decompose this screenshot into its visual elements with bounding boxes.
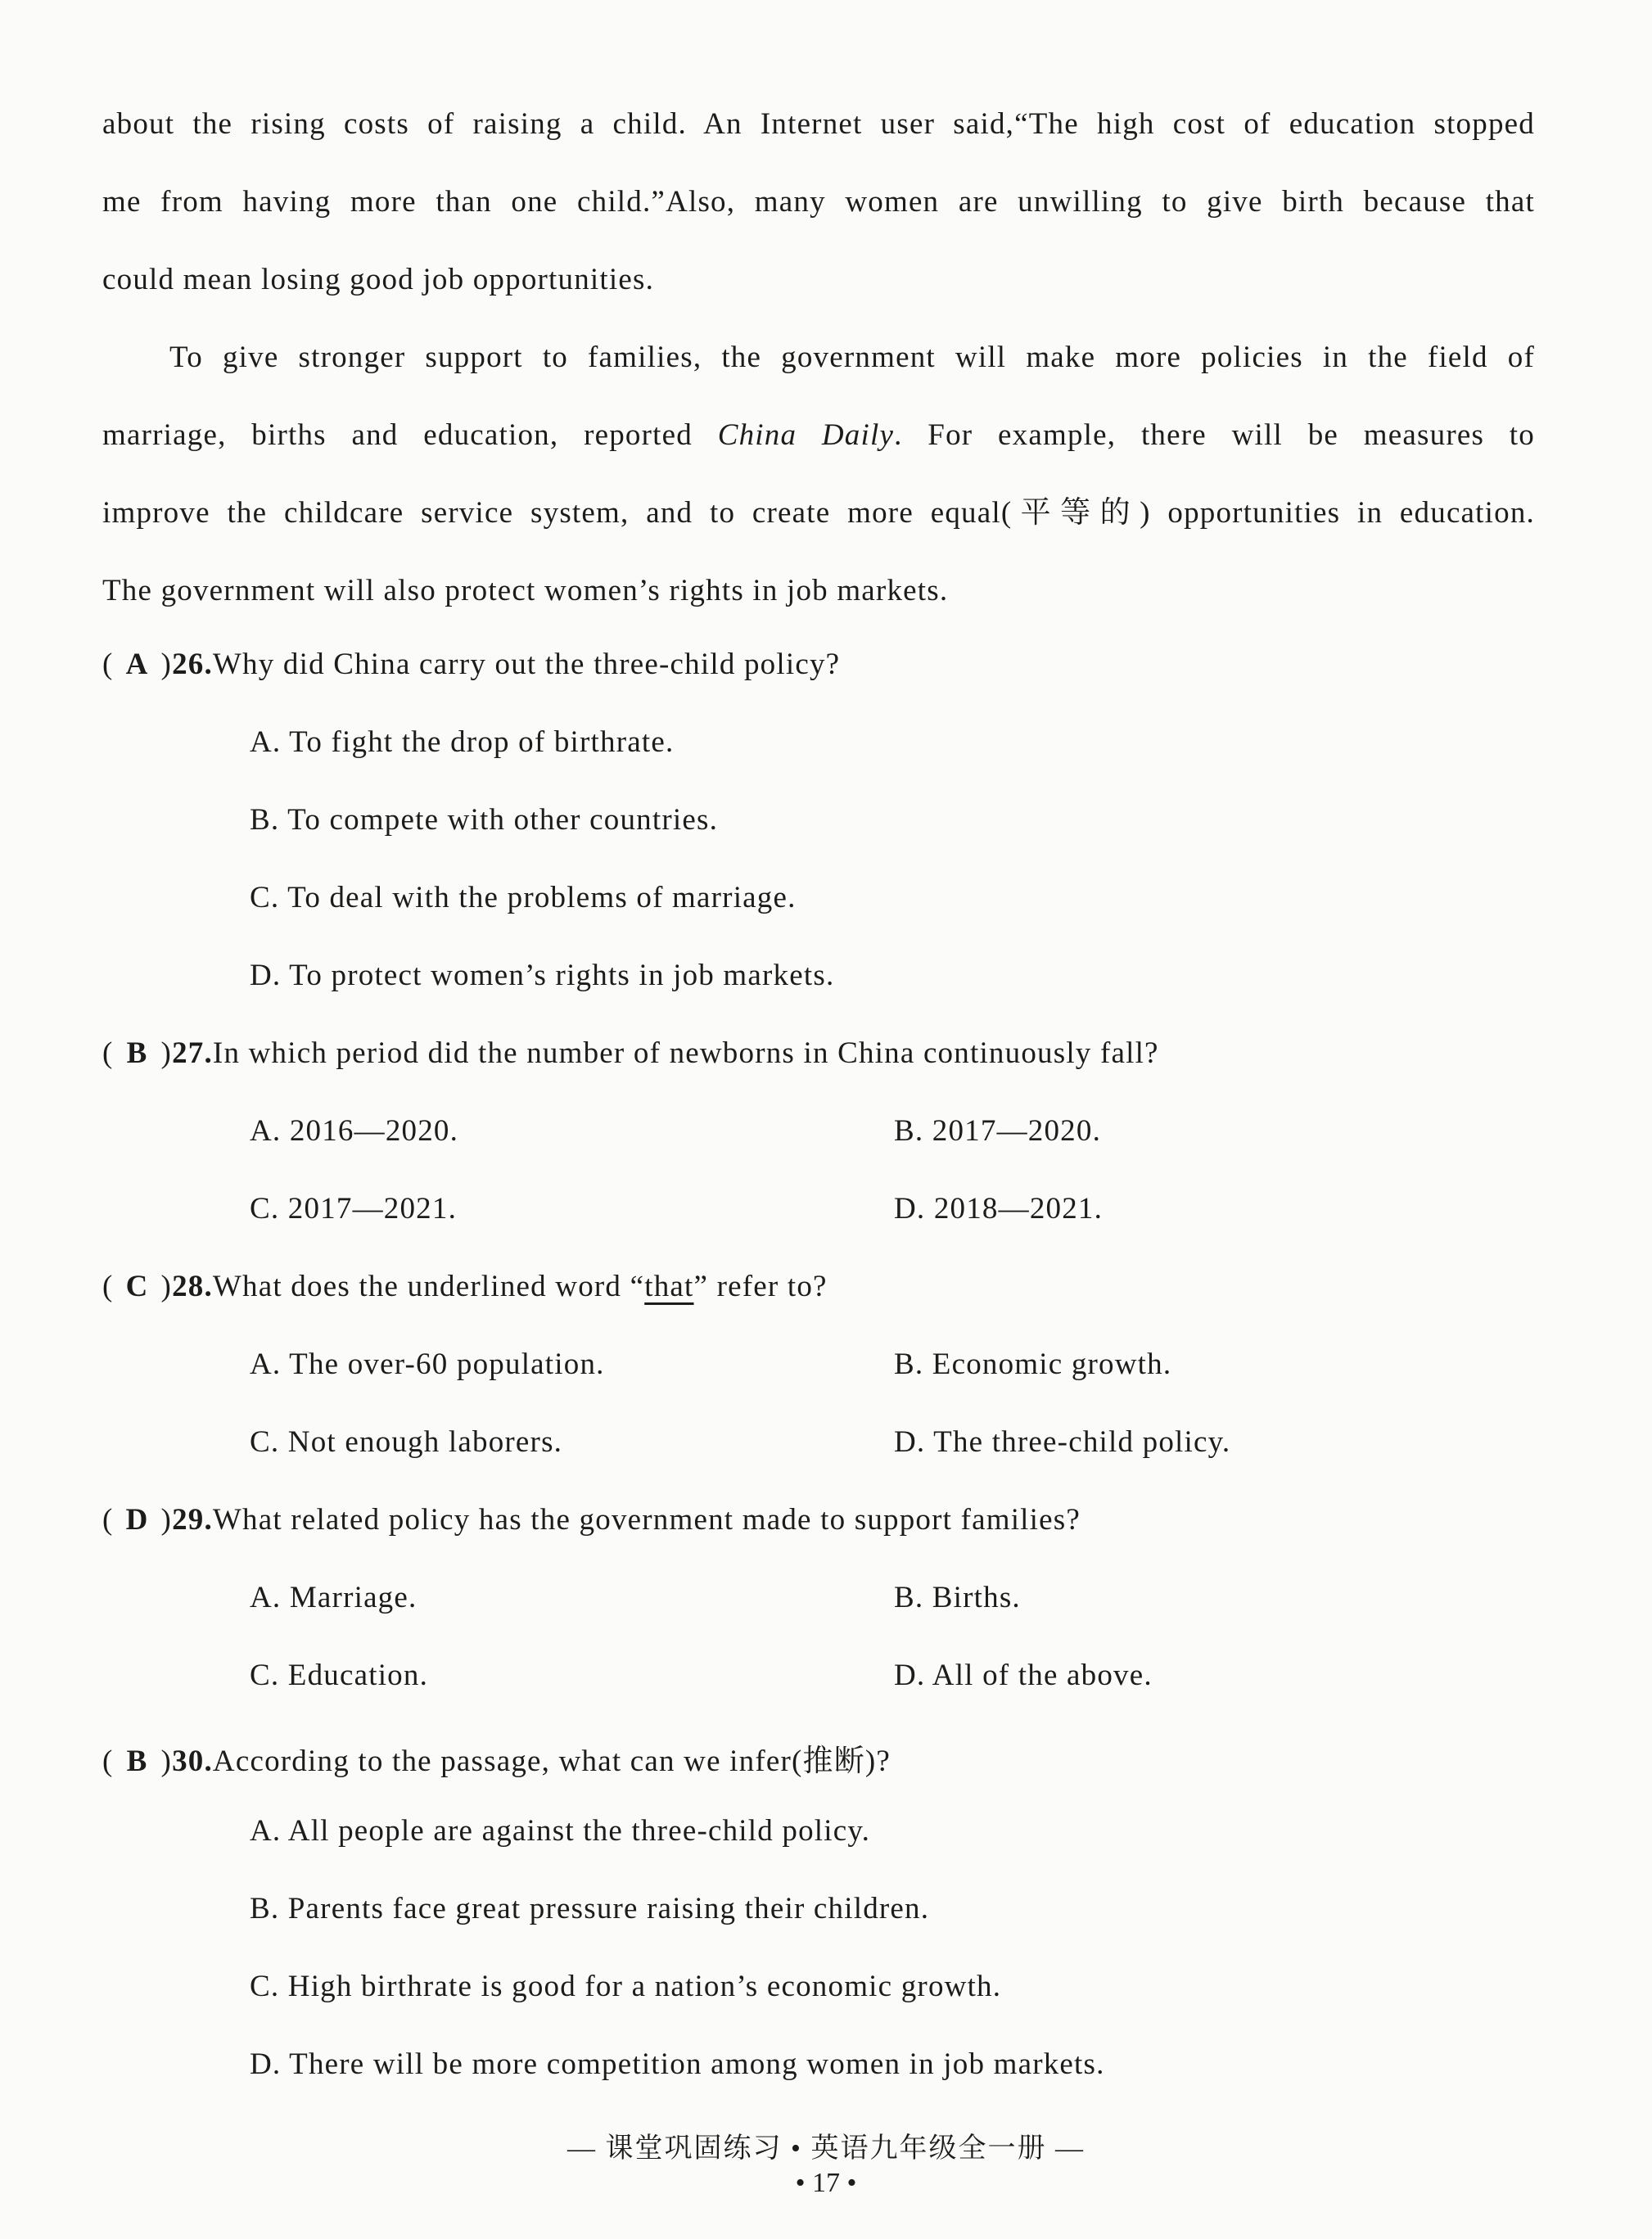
answer-letter: B	[126, 1036, 148, 1070]
option: A. All people are against the three-child policy.	[250, 1814, 871, 1848]
underlined-word: that	[644, 1270, 694, 1303]
answer-letter: D	[125, 1503, 149, 1537]
option: C. Not enough laborers.	[250, 1425, 563, 1459]
answer-letter: A	[125, 648, 149, 681]
option: B. Births.	[894, 1581, 1021, 1614]
answer-letter: B	[126, 1745, 148, 1778]
question-stem: Why did China carry out the three-child policy?	[212, 648, 841, 681]
option: D. All of the above.	[894, 1659, 1153, 1692]
question-26: ( A )26.Why did China carry out the three-child policy?	[102, 648, 841, 681]
question-stem: What related policy has the government made to support families?	[212, 1503, 1081, 1537]
option: B. Economic growth.	[894, 1347, 1172, 1381]
passage-line: me from having more than one child.”Also, many women are unwilling to give birth because that	[102, 185, 1535, 219]
passage-line: about the rising costs of raising a child. An Internet user said,“The high cost of education stopped	[102, 107, 1535, 141]
option: D. 2018—2021.	[894, 1192, 1104, 1226]
question-29: ( D )29.What related policy has the government made to support families?	[102, 1503, 1081, 1537]
passage-line: could mean losing good job opportunities.	[102, 263, 655, 296]
question-27: ( B )27.In which period did the number of newborns in China continuously fall?	[102, 1036, 1159, 1070]
page-number: • 17 •	[795, 2168, 857, 2198]
question-30: ( B )30.According to the passage, what can we infer(推断)?	[102, 1745, 891, 1778]
question-stem: In which period did the number of newborns in China continuously fall?	[212, 1036, 1159, 1070]
passage-line: improve the childcare service system, and to create more equal(平等的) opportunities in education.	[102, 496, 1535, 530]
option: A. The over-60 population.	[250, 1347, 605, 1381]
passage-line: To give stronger support to families, the government will make more policies in the field of	[169, 341, 1535, 374]
option: C. To deal with the problems of marriage.	[250, 881, 797, 914]
option: C. Education.	[250, 1659, 429, 1692]
option: B. 2017—2020.	[894, 1114, 1102, 1148]
option: C. 2017—2021.	[250, 1192, 458, 1226]
newspaper-name: China Daily	[717, 418, 895, 452]
option: A. Marriage.	[250, 1581, 418, 1614]
answer-letter: C	[125, 1270, 149, 1303]
option: D. There will be more competition among women in job markets.	[250, 2047, 1105, 2081]
option: B. Parents face great pressure raising their children.	[250, 1892, 930, 1925]
question-stem: According to the passage, what can we infer(推断)?	[212, 1745, 891, 1778]
option: D. To protect women’s rights in job markets.	[250, 959, 835, 992]
passage-line: The government will also protect women’s rights in job markets.	[102, 574, 949, 607]
option: C. High birthrate is good for a nation’s economic growth.	[250, 1970, 1002, 2003]
option: A. 2016—2020.	[250, 1114, 459, 1148]
passage-line: marriage, births and education, reported China Daily. For example, there will be measures to	[102, 418, 1535, 452]
question-28: ( C )28.What does the underlined word “that” refer to?	[102, 1270, 828, 1303]
footer-title: — 课堂巩固练习 • 英语九年级全一册 —	[567, 2133, 1085, 2164]
option: B. To compete with other countries.	[250, 803, 719, 837]
option: A. To fight the drop of birthrate.	[250, 725, 675, 759]
option: D. The three-child policy.	[894, 1425, 1231, 1459]
